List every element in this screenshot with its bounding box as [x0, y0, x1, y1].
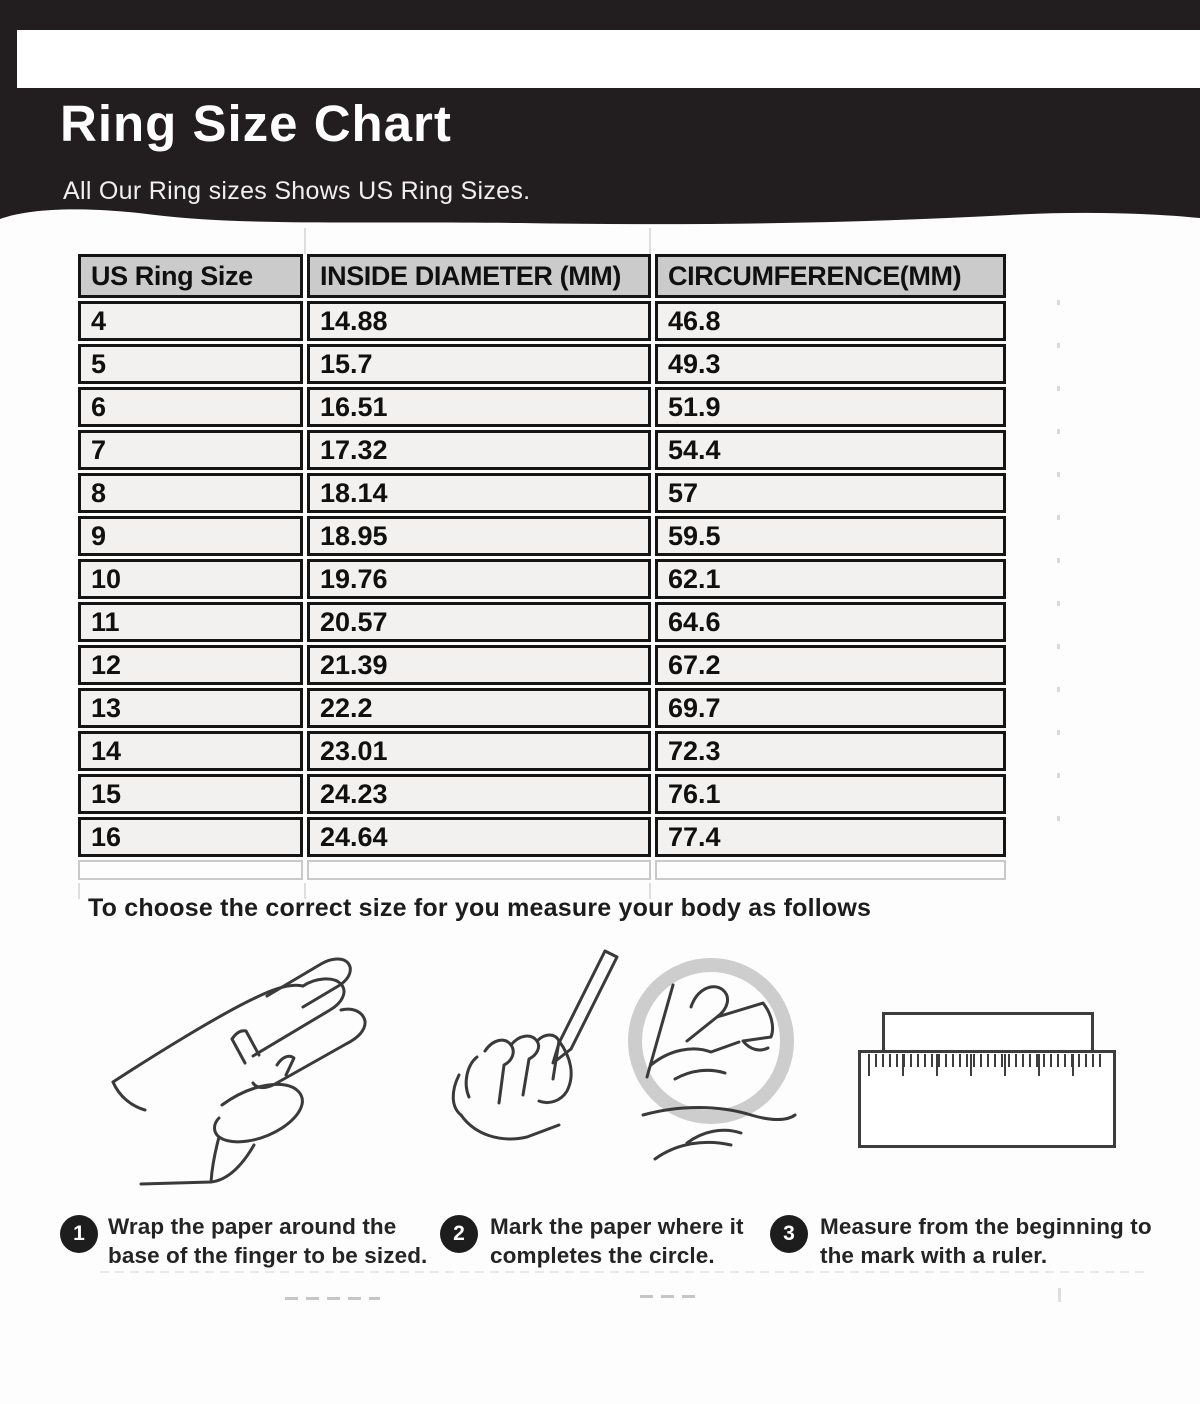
table-cell: 5: [78, 344, 303, 384]
table-row: [78, 645, 1006, 685]
table-cell: 7: [78, 430, 303, 470]
table-cell: 76.1: [655, 774, 1006, 814]
table-cell: 72.3: [655, 731, 1006, 771]
table-cell: 21.39: [307, 645, 651, 685]
column-header-circumference: CIRCUMFERENCE(MM): [655, 254, 1006, 298]
step-1-badge: 1: [60, 1215, 98, 1253]
table-cell: 19.76: [307, 559, 651, 599]
step-3-badge: 3: [770, 1215, 808, 1253]
table-cell: 24.23: [307, 774, 651, 814]
ruler-measuring-paper-icon: [858, 1008, 1120, 1153]
table-row: [78, 774, 1006, 814]
table-cell: 15.7: [307, 344, 651, 384]
table-row: [78, 731, 1006, 771]
table-cell: 64.6: [655, 602, 1006, 642]
empty-cell: [655, 860, 1006, 880]
size-table-body: [78, 301, 1006, 857]
table-cell: 69.7: [655, 688, 1006, 728]
row-tick-artifacts: [1057, 300, 1060, 858]
ruler-ticks: [868, 1054, 1106, 1067]
table-row: [78, 817, 1006, 857]
table-cell: 8: [78, 473, 303, 513]
hand-marking-paper-with-pencil-icon: [445, 945, 805, 1195]
page-title: Ring Size Chart: [60, 95, 452, 152]
table-cell: 16.51: [307, 387, 651, 427]
table-cell: 59.5: [655, 516, 1006, 556]
empty-cell: [78, 860, 303, 880]
table-row: [78, 301, 1006, 341]
table-cell: 17.32: [307, 430, 651, 470]
table-cell: 18.14: [307, 473, 651, 513]
column-guide-line: [649, 228, 651, 254]
table-cell: 4: [78, 301, 303, 341]
table-cell: 6: [78, 387, 303, 427]
table-cell: 16: [78, 817, 303, 857]
column-guide-line: [78, 883, 80, 899]
table-cell: 12: [78, 645, 303, 685]
table-cell: 49.3: [655, 344, 1006, 384]
table-cell: 62.1: [655, 559, 1006, 599]
table-row: [78, 602, 1006, 642]
table-row: [78, 473, 1006, 513]
table-row: [78, 516, 1006, 556]
table-cell: 11: [78, 602, 303, 642]
table-cell: 57: [655, 473, 1006, 513]
header-band: [0, 0, 1200, 226]
measure-instructions-heading: To choose the correct size for you measure your body as follows: [88, 894, 872, 922]
page-subtitle: All Our Ring sizes Shows US Ring Sizes.: [63, 177, 531, 205]
ring-size-table: [78, 254, 1006, 880]
table-cell: 24.64: [307, 817, 651, 857]
table-cell: 51.9: [655, 387, 1006, 427]
step-2-badge: 2: [440, 1215, 478, 1253]
table-cell: 14: [78, 731, 303, 771]
table-cell: 54.4: [655, 430, 1006, 470]
column-header-inside-diameter: INSIDE DIAMETER (MM): [307, 254, 651, 298]
table-cell: 13: [78, 688, 303, 728]
scan-artifact: [100, 1271, 1150, 1273]
scan-artifact: [285, 1297, 380, 1300]
table-cell: 18.95: [307, 516, 651, 556]
table-cell: 22.2: [307, 688, 651, 728]
empty-cell: [307, 860, 651, 880]
table-cell: 46.8: [655, 301, 1006, 341]
table-cell: 10: [78, 559, 303, 599]
header-white-strip: [17, 30, 1200, 88]
column-header-us-ring-size: US Ring Size: [78, 254, 303, 298]
step-2-text: Mark the paper where it completes the circle.: [490, 1214, 744, 1268]
table-cell: 67.2: [655, 645, 1006, 685]
table-header-row: [78, 254, 1006, 298]
table-cell: 20.57: [307, 602, 651, 642]
column-guide-line: [304, 228, 306, 254]
table-cell: 77.4: [655, 817, 1006, 857]
table-row: [78, 387, 1006, 427]
table-row: [78, 688, 1006, 728]
table-row: [78, 559, 1006, 599]
table-cell: 9: [78, 516, 303, 556]
step-3-text: Measure from the beginning to the mark with a ruler.: [820, 1214, 1152, 1268]
table-row: [78, 344, 1006, 384]
hand-with-paper-strip-icon: [105, 952, 445, 1192]
table-cell: 15: [78, 774, 303, 814]
scan-artifact: [640, 1295, 695, 1298]
table-row: [78, 430, 1006, 470]
torn-edge-decoration: [0, 203, 1200, 227]
empty-table-row: [78, 860, 1006, 880]
table-cell: 23.01: [307, 731, 651, 771]
scan-artifact: [1058, 1288, 1061, 1302]
step-1-text: Wrap the paper around the base of the finger to be sized.: [108, 1214, 428, 1268]
table-cell: 14.88: [307, 301, 651, 341]
